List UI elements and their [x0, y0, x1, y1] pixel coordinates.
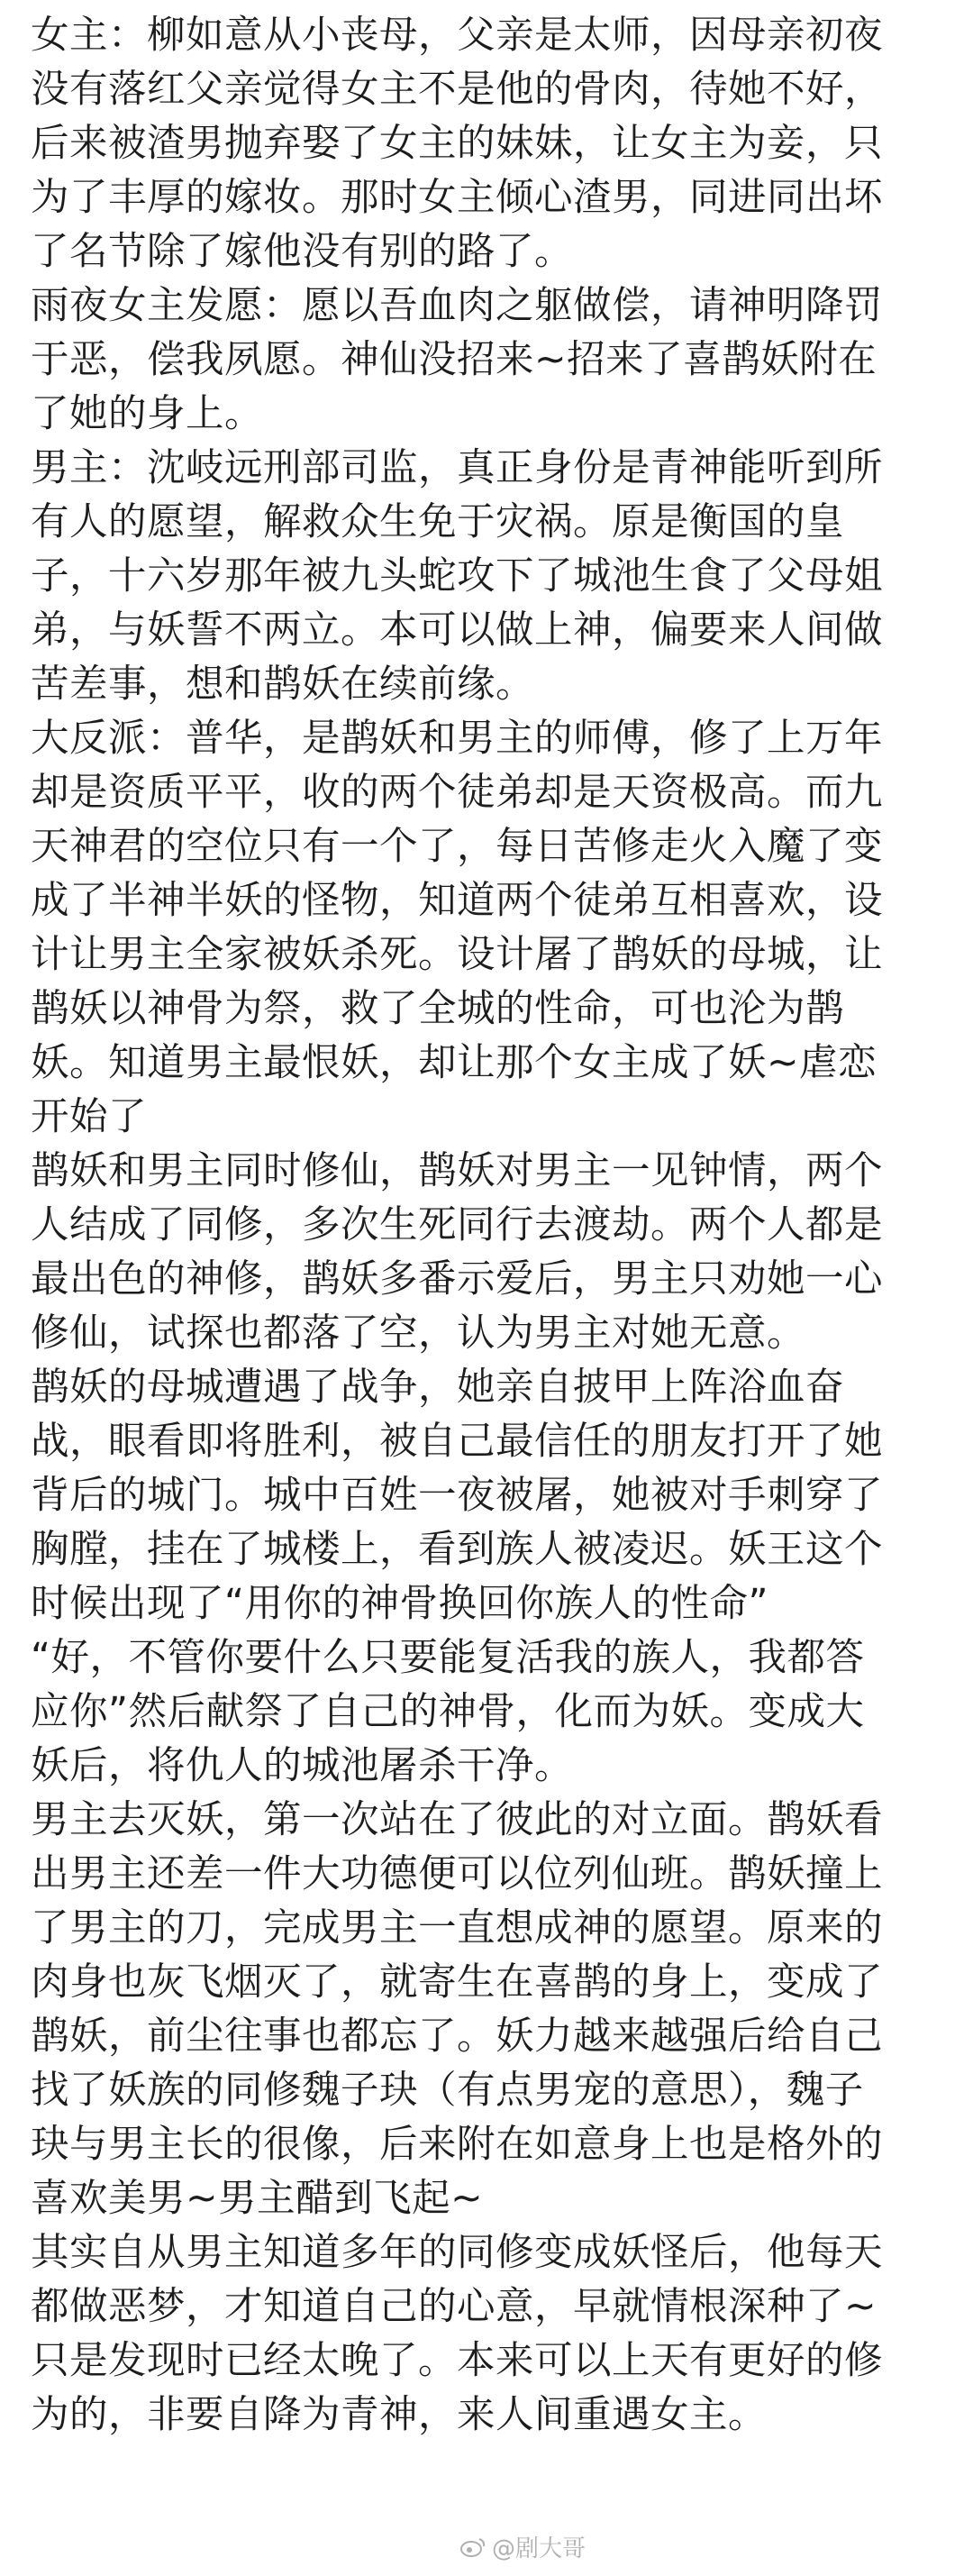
text-line: 没有落红父亲觉得女主不是他的骨肉，待她不好， [31, 68, 884, 112]
text-line: 肉身也灰飞烟灭了，就寄生在喜鹊的身上，变成了 [31, 1960, 884, 2005]
text-line: 男主去灭妖，第一次站在了彼此的对立面。鹊妖看 [31, 1798, 884, 1842]
text-line: 计让男主全家被妖杀死。设计屠了鹊妖的母城，让 [31, 933, 884, 977]
text-line: 玦与男主长的很像，后来附在如意身上也是格外的 [31, 2123, 884, 2167]
text-line: 找了妖族的同修魏子玦（有点男宠的意思），魏子 [31, 2069, 864, 2113]
text-line: 背后的城门。城中百姓一夜被屠，她被对手刺穿了 [31, 1474, 884, 1518]
text-line: 子，十六岁那年被九头蛇攻下了城池生食了父母姐 [31, 554, 884, 598]
text-line: “好，不管你要什么只要能复活我的族人，我都答 [31, 1636, 865, 1680]
text-line: 了男主的刀，完成男主一直想成神的愿望。原来的 [31, 1906, 884, 1950]
text-line: 鹊妖，前尘往事也都忘了。妖力越来越强后给自己 [31, 2014, 884, 2059]
text-line: 弟，与妖誓不两立。本可以做上神，偏要来人间做 [31, 608, 884, 653]
text-line: 有人的愿望，解救众生免于灾祸。原是衡国的皇 [31, 500, 845, 544]
text-line: 战，眼看即将胜利，被自己最信任的朋友打开了她 [31, 1420, 884, 1464]
text-line: 修仙，试探也都落了空，认为男主对她无意。 [31, 1311, 806, 1356]
watermark-text: @剧大哥 [491, 2535, 586, 2562]
text-line: 最出色的神修，鹊妖多番示爱后，男主只劝她一心 [31, 1257, 884, 1302]
text-line: 人结成了同修，多次生死同行去渡劫。两个人都是 [31, 1203, 884, 1247]
text-line: 都做恶梦，才知道自己的心意，早就情根深种了~ [31, 2285, 878, 2329]
text-line: 女主：柳如意从小丧母，父亲是太师，因母亲初夜 [31, 14, 884, 58]
text-line: 天神君的空位只有一个了，每日苦修走火入魔了变 [31, 825, 884, 869]
text-line: 妖后，将仇人的城池屠杀干净。 [31, 1744, 574, 1788]
text-line: 只是发现时已经太晚了。本来可以上天有更好的修 [31, 2339, 884, 2383]
text-line: 鹊妖以神骨为祭，救了全城的性命，可也沦为鹊 [31, 987, 845, 1031]
text-line: 开始了 [31, 1095, 148, 1139]
text-line: 鹊妖和男主同时修仙，鹊妖对男主一见钟情，两个 [31, 1149, 884, 1193]
text-line: 后来被渣男抛弃娶了女主的妹妹，让女主为妾，只 [31, 122, 884, 166]
text-line: 了她的身上。 [31, 392, 264, 436]
text-line: 于恶，偿我夙愿。神仙没招来~招来了喜鹊妖附在 [31, 338, 878, 382]
text-line: 雨夜女主发愿：愿以吾血肉之躯做偿，请神明降罚 [31, 284, 884, 328]
weibo-logo-icon [459, 2536, 486, 2558]
text-line: 时候出现了“用你的神骨换回你族人的性命” [31, 1582, 769, 1626]
text-line: 鹊妖的母城遭遇了战争，她亲自披甲上阵浴血奋 [31, 1366, 845, 1410]
text-line: 大反派：普华，是鹊妖和男主的师傅，修了上万年 [31, 717, 884, 761]
text-line: 男主：沈岐远刑部司监，真正身份是青神能听到所 [31, 446, 884, 490]
text-line: 喜欢美男~男主醋到飞起~ [31, 2177, 484, 2221]
text-line: 妖。知道男主最恨妖，却让那个女主成了妖~虐恋 [31, 1041, 878, 1085]
text-line: 出男主还差一件大功德便可以位列仙班。鹊妖撞上 [31, 1852, 884, 1896]
text-line: 了名节除了嫁他没有别的路了。 [31, 230, 574, 274]
text-line: 成了半神半妖的怪物，知道两个徒弟互相喜欢，设 [31, 879, 884, 923]
text-line: 为的，非要自降为青神，来人间重遇女主。 [31, 2393, 768, 2437]
text-line: 为了丰厚的嫁妆。那时女主倾心渣男，同进同出坏 [31, 176, 884, 220]
text-line: 应你”然后献祭了自己的神骨，化而为妖。变成大 [31, 1690, 865, 1734]
text-line: 其实自从男主知道多年的同修变成妖怪后，他每天 [31, 2231, 884, 2275]
text-line: 胸膛，挂在了城楼上，看到族人被凌迟。妖王这个 [31, 1528, 884, 1572]
watermark [459, 2530, 586, 2563]
text-line: 苦差事，想和鹊妖在续前缘。 [31, 662, 535, 707]
document-body [31, 9, 944, 2443]
text-line: 却是资质平平，收的两个徒弟却是天资极高。而九 [31, 771, 884, 815]
